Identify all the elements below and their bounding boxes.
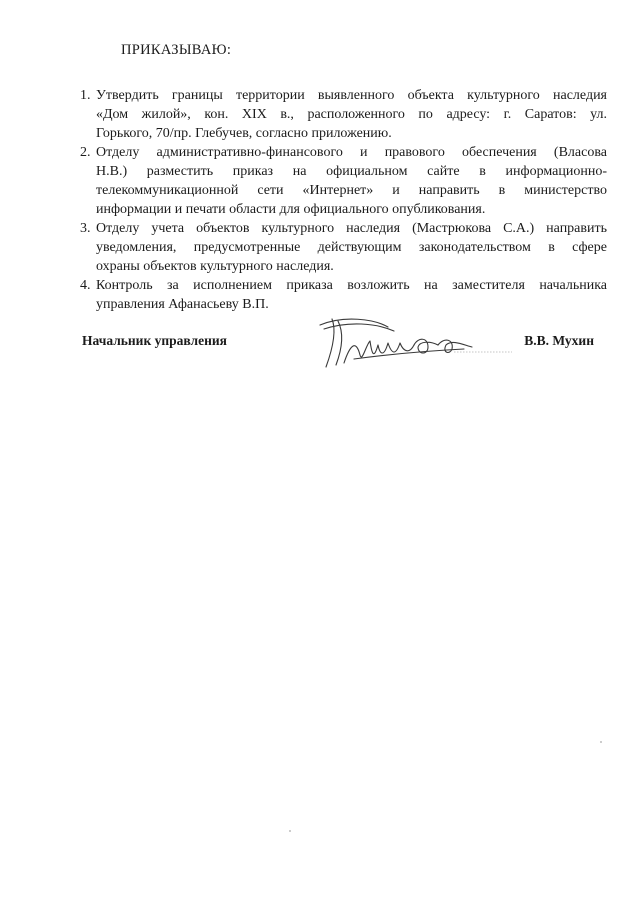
handwritten-signature <box>314 315 514 373</box>
order-items-list <box>80 86 607 314</box>
signatory-title: Начальник управления <box>82 333 227 348</box>
text-line: «Дом жилой», кон. XIX в., расположенного по адресу: г. Саратов: ул. <box>96 107 607 122</box>
text-line: информации и печати области для официального опубликования. <box>96 202 486 217</box>
text-line: телекоммуникационной сети «Интернет» и направить в министерство <box>96 183 607 198</box>
text-line: Утвердить границы территории выявленного объекта культурного наследия <box>96 88 607 103</box>
text-line: Горького, 70/пр. Глебучев, согласно приложению. <box>96 126 392 141</box>
order-heading: ПРИКАЗЫВАЮ: <box>121 42 232 58</box>
order-item-number: 4. <box>80 278 91 293</box>
order-item-number: 2. <box>80 145 91 160</box>
scan-speck <box>289 830 291 832</box>
text-line: охраны объектов культурного наследия. <box>96 259 334 274</box>
order-item-4 <box>80 276 607 314</box>
scan-speck <box>600 741 602 743</box>
text-line: Отделу учета объектов культурного наследия (Мастрюкова С.А.) направить <box>96 221 607 236</box>
order-item-number: 1. <box>80 88 91 103</box>
text-line: уведомления, предусмотренные действующим законодательством в сфере <box>96 240 607 255</box>
text-line: Н.В.) разместить приказ на официальном сайте в информационно- <box>96 164 607 179</box>
order-item-text <box>96 276 607 314</box>
signature-block <box>82 333 594 373</box>
order-item-text <box>96 143 607 219</box>
text-line: Контроль за исполнением приказа возложить на заместителя начальника <box>96 278 607 293</box>
text-line: Отделу административно-финансового и правового обеспечения (Власова <box>96 145 607 160</box>
order-item-2 <box>80 143 607 219</box>
order-item-1 <box>80 86 607 143</box>
signatory-name: В.В. Мухин <box>524 333 594 348</box>
order-item-text <box>96 219 607 276</box>
text-line: управления Афанасьеву В.П. <box>96 297 269 312</box>
order-item-number: 3. <box>80 221 91 236</box>
order-item-3 <box>80 219 607 276</box>
order-item-text <box>96 86 607 143</box>
